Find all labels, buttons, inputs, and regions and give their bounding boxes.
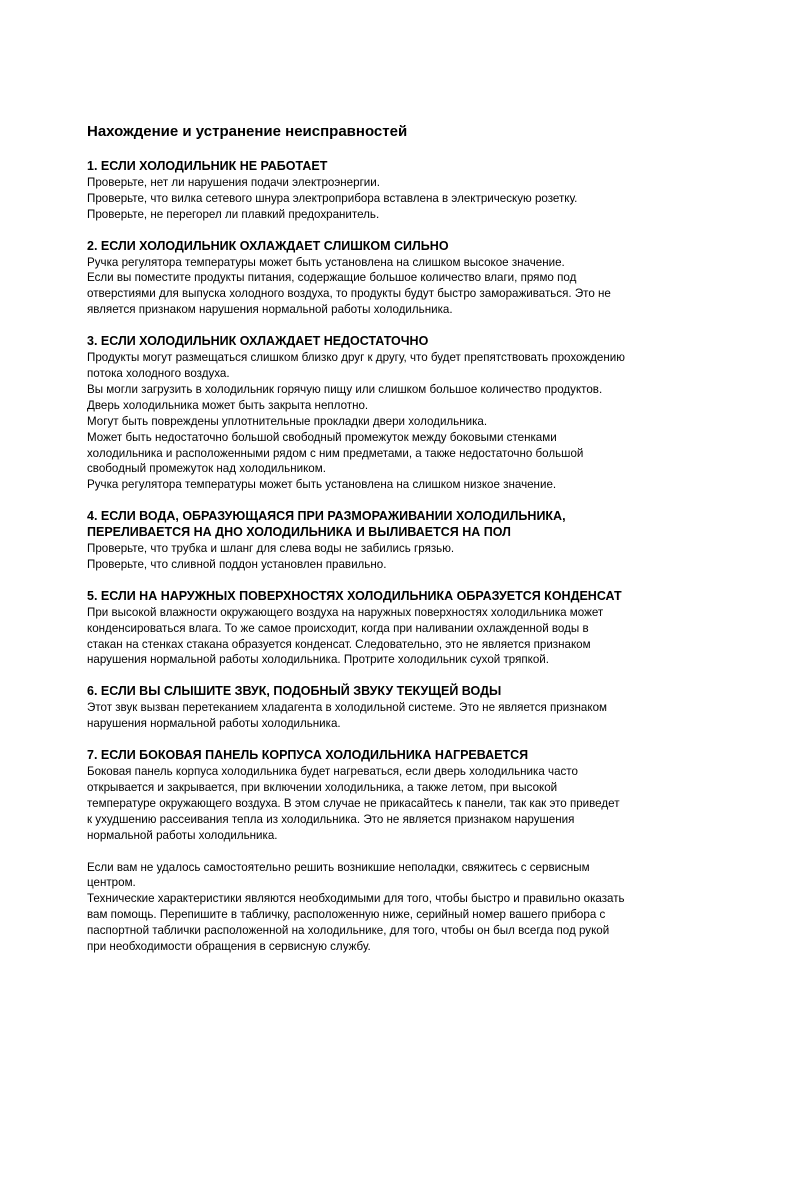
text-line: Боковая панель корпуса холодильника будет нагреваться, если дверь холодильника часто — [87, 765, 578, 778]
section-3 — [87, 334, 717, 493]
text-line: Этот звук вызван перетеканием хладагента в холодильной системе. Это не является признаком — [87, 701, 607, 715]
text-line: Проверьте, что трубка и шланг для слева воды не забились грязью. — [87, 542, 455, 556]
closing-line: вам помощь. Перепишите в табличку, расположенную ниже, серийный номер вашего прибора с — [87, 908, 606, 922]
text-line: нарушения нормальной работы холодильника. Протрите холодильник сухой тряпкой. — [87, 653, 550, 667]
text-line: открывается и закрывается, при включении холодильника, а также летом, при высокой — [87, 780, 558, 794]
closing-line: центром. — [87, 876, 136, 890]
section-heading: 7. ЕСЛИ БОКОВАЯ ПАНЕЛЬ КОРПУСА ХОЛОДИЛЬНИКА НАГРЕВАЕТСЯ — [87, 748, 529, 763]
text-line: Может быть недостаточно большой свободный промежуток между боковыми стенками — [87, 430, 557, 444]
text-line: Вы могли загрузить в холодильник горячую пищу или слишком большое количество продуктов. — [87, 382, 603, 396]
closing-line: при необходимости обращения в сервисную службу. — [87, 940, 371, 954]
closing-line: паспортной таблички расположенной на холодильнике, для того, чтобы он был всегда под рукой — [87, 924, 610, 938]
text-line: Ручка регулятора температуры может быть установлена на слишком низкое значение. — [87, 478, 557, 492]
text-line: Если вы поместите продукты питания, содержащие большое количество влаги, прямо под — [87, 271, 577, 285]
section-5 — [87, 589, 717, 669]
page-title: Нахождение и устранение неисправностей — [87, 123, 408, 140]
text-line: При высокой влажности окружающего воздуха на наружных поверхностях холодильника может — [87, 605, 604, 619]
section-heading: 5. ЕСЛИ НА НАРУЖНЫХ ПОВЕРХНОСТЯХ ХОЛОДИЛЬНИКА ОБРАЗУЕТСЯ КОНДЕНСАТ — [87, 588, 622, 603]
section-1 — [87, 159, 717, 223]
text-line: Проверьте, что вилка сетевого шнура электроприбора вставлена в электрическую розетку. — [87, 191, 578, 205]
text-line: Проверьте, не перегорел ли плавкий предохранитель. — [87, 207, 380, 221]
text-line: холодильника и расположенными рядом с ним предметами, а также недостаточно большой — [87, 446, 584, 460]
closing-paragraph — [87, 860, 717, 955]
text-line: нормальной работы холодильника. — [87, 828, 278, 842]
text-line: Дверь холодильника может быть закрыта неплотно. — [87, 398, 369, 412]
section-heading: 4. ЕСЛИ ВОДА, ОБРАЗУЮЩАЯСЯ ПРИ РАЗМОРАЖИВАНИИ ХОЛОДИЛЬНИКА, — [87, 509, 566, 524]
text-line: является признаком нарушения нормальной работы холодильника. — [87, 303, 453, 317]
closing-line: Технические характеристики являются необходимыми для того, чтобы быстро и правильно оказать — [87, 892, 625, 906]
text-line: конденсироваться влага. То же самое происходит, когда при наливании охлажденной воды в — [87, 621, 589, 635]
section-6 — [87, 684, 717, 732]
troubleshooting-sections — [87, 159, 717, 844]
section-2 — [87, 239, 717, 319]
section-heading: 3. ЕСЛИ ХОЛОДИЛЬНИК ОХЛАЖДАЕТ НЕДОСТАТОЧНО — [87, 334, 429, 349]
text-line: нарушения нормальной работы холодильника. — [87, 717, 341, 731]
document-page — [87, 122, 717, 955]
text-line: Могут быть повреждены уплотнительные прокладки двери холодильника. — [87, 414, 488, 428]
text-line: температуре окружающего воздуха. В этом случае не прикасайтесь к панели, так как это приведет — [87, 796, 620, 810]
section-heading: ПЕРЕЛИВАЕТСЯ НА ДНО ХОЛОДИЛЬНИКА И ВЫЛИВАЕТСЯ НА ПОЛ — [87, 525, 511, 540]
text-line: свободный промежуток над холодильником. — [87, 462, 326, 476]
section-heading: 1. ЕСЛИ ХОЛОДИЛЬНИК НЕ РАБОТАЕТ — [87, 159, 328, 173]
text-line: к ухудшению рассеивания тепла из холодильника. Это не является признаком нарушения — [87, 812, 575, 826]
text-line: Проверьте, нет ли нарушения подачи электроэнергии. — [87, 175, 380, 189]
text-line: Ручка регулятора температуры может быть установлена на слишком высокое значение. — [87, 255, 565, 269]
closing-line: Если вам не удалось самостоятельно решить возникшие неполадки, свяжитесь с сервисным — [87, 860, 590, 874]
text-line: Продукты могут размещаться слишком близко друг к другу, что будет препятствовать прохождению — [87, 351, 625, 365]
section-heading: 2. ЕСЛИ ХОЛОДИЛЬНИК ОХЛАЖДАЕТ СЛИШКОМ СИЛЬНО — [87, 238, 449, 253]
text-line: отверстиями для выпуска холодного воздуха, то продукты будут быстро замораживаться. Это не — [87, 287, 611, 301]
section-4 — [87, 509, 717, 573]
text-line: стакан на стенках стакана образуется конденсат. Следовательно, это не является признаком — [87, 637, 591, 651]
text-line: Проверьте, что сливной поддон установлен правильно. — [87, 557, 387, 571]
text-line: потока холодного воздуха. — [87, 366, 230, 380]
section-7 — [87, 748, 717, 843]
section-heading: 6. ЕСЛИ ВЫ СЛЫШИТЕ ЗВУК, ПОДОБНЫЙ ЗВУКУ ТЕКУЩЕЙ ВОДЫ — [87, 684, 502, 699]
